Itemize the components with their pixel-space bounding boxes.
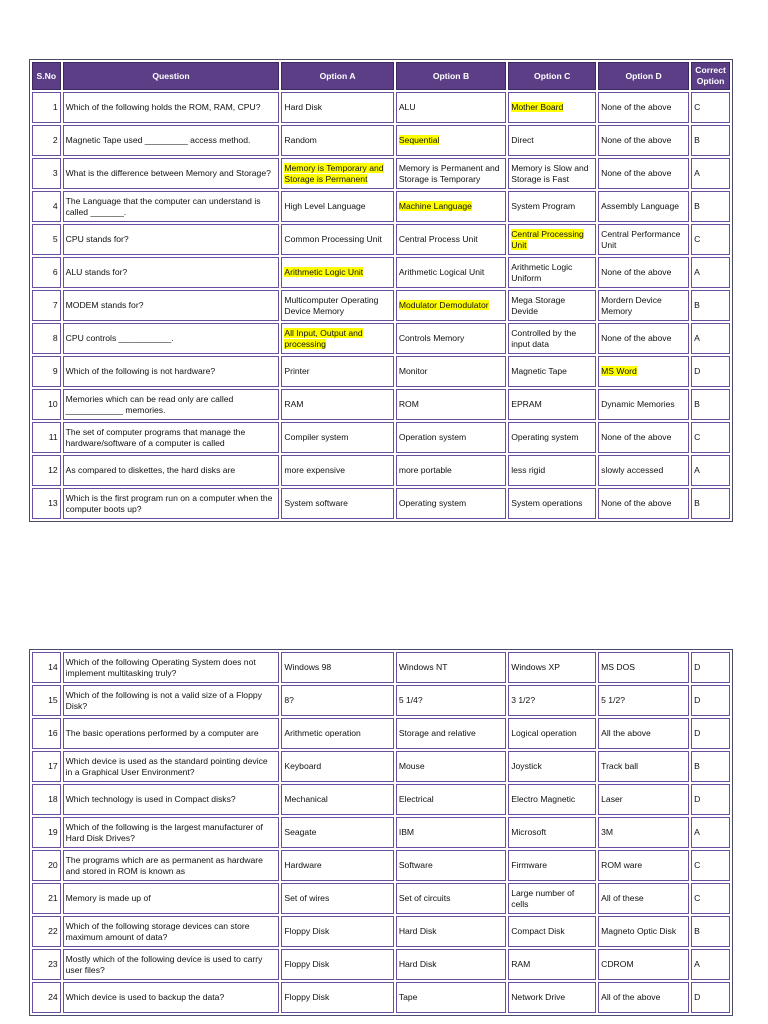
- option-a-cell: High Level Language: [281, 191, 393, 222]
- correct-option-cell: A: [691, 158, 730, 189]
- option-c-cell: [508, 92, 596, 123]
- option-a-cell: RAM: [281, 389, 393, 420]
- table-row: [32, 916, 730, 947]
- table-row: [32, 158, 730, 189]
- correct-option-cell: C: [691, 850, 730, 881]
- option-c-cell: System operations: [508, 488, 596, 519]
- option-b-cell: Central Process Unit: [396, 224, 506, 255]
- row-number: 11: [32, 422, 61, 453]
- row-number: 7: [32, 290, 61, 321]
- option-d-cell: 3M: [598, 817, 689, 848]
- option-b-cell: ROM: [396, 389, 506, 420]
- option-a-cell: Hard Disk: [281, 92, 393, 123]
- option-b-cell: Mouse: [396, 751, 506, 782]
- option-a-cell: Multicomputer Operating Device Memory: [281, 290, 393, 321]
- row-number: 17: [32, 751, 61, 782]
- table-row: [32, 685, 730, 716]
- option-b-cell: Monitor: [396, 356, 506, 387]
- option-d-cell: None of the above: [598, 422, 689, 453]
- table-row: [32, 356, 730, 387]
- row-number: 1: [32, 92, 61, 123]
- option-d-cell: All the above: [598, 718, 689, 749]
- option-a-cell: Hardware: [281, 850, 393, 881]
- question-cell: CPU stands for?: [63, 224, 280, 255]
- question-cell: As compared to diskettes, the hard disks are: [63, 455, 280, 486]
- option-c-cell: Firmware: [508, 850, 596, 881]
- option-c-cell: less rigid: [508, 455, 596, 486]
- option-b-cell: 5 1/4?: [396, 685, 506, 716]
- option-b-cell: IBM: [396, 817, 506, 848]
- correct-option-cell: A: [691, 949, 730, 980]
- header-correct-option: Correct Option: [691, 62, 730, 90]
- question-cell: Which technology is used in Compact disks?: [63, 784, 280, 815]
- row-number: 9: [32, 356, 61, 387]
- row-number: 2: [32, 125, 61, 156]
- option-c-cell: Logical operation: [508, 718, 596, 749]
- option-a-cell: [281, 323, 393, 354]
- correct-option-cell: D: [691, 718, 730, 749]
- correct-option-cell: B: [691, 191, 730, 222]
- row-number: 6: [32, 257, 61, 288]
- option-d-cell: Central Performance Unit: [598, 224, 689, 255]
- table-row: [32, 290, 730, 321]
- option-d-cell: None of the above: [598, 488, 689, 519]
- option-c-cell: Memory is Slow and Storage is Fast: [508, 158, 596, 189]
- option-b-cell: [396, 290, 506, 321]
- row-number: 4: [32, 191, 61, 222]
- option-c-cell: Arithmetic Logic Uniform: [508, 257, 596, 288]
- correct-answer-highlight: MS Word: [601, 366, 637, 377]
- option-d-cell: CDROM: [598, 949, 689, 980]
- option-b-cell: [396, 191, 506, 222]
- option-c-cell: RAM: [508, 949, 596, 980]
- correct-option-cell: A: [691, 455, 730, 486]
- question-cell: Which of the following is not hardware?: [63, 356, 280, 387]
- option-d-cell: None of the above: [598, 92, 689, 123]
- option-a-cell: Printer: [281, 356, 393, 387]
- option-b-cell: Electrical: [396, 784, 506, 815]
- question-cell: Which device is used as the standard pointing device in a Graphical User Environment?: [63, 751, 280, 782]
- question-cell: MODEM stands for?: [63, 290, 280, 321]
- correct-option-cell: A: [691, 323, 730, 354]
- option-d-cell: All of the above: [598, 982, 689, 1013]
- header-sno: S.No: [32, 62, 61, 90]
- row-number: 23: [32, 949, 61, 980]
- table-row: [32, 718, 730, 749]
- table-row: [32, 652, 730, 683]
- option-a-cell: more expensive: [281, 455, 393, 486]
- header-option-b: Option B: [396, 62, 506, 90]
- row-number: 14: [32, 652, 61, 683]
- table-row: [32, 784, 730, 815]
- correct-option-cell: D: [691, 356, 730, 387]
- question-cell: Which of the following is not a valid size of a Floppy Disk?: [63, 685, 280, 716]
- correct-answer-highlight: All Input, Output and processing: [284, 327, 363, 349]
- question-cell: What is the difference between Memory and Storage?: [63, 158, 280, 189]
- option-d-cell: MS DOS: [598, 652, 689, 683]
- option-a-cell: Keyboard: [281, 751, 393, 782]
- question-cell: The basic operations performed by a computer are: [63, 718, 280, 749]
- option-c-cell: Network Drive: [508, 982, 596, 1013]
- table-row: [32, 224, 730, 255]
- option-d-cell: Track ball: [598, 751, 689, 782]
- table-row: [32, 323, 730, 354]
- option-c-cell: Compact Disk: [508, 916, 596, 947]
- option-b-cell: ALU: [396, 92, 506, 123]
- question-cell: Which is the first program run on a computer when the computer boots up?: [63, 488, 280, 519]
- question-cell: The Language that the computer can understand is called _______.: [63, 191, 280, 222]
- option-c-cell: Magnetic Tape: [508, 356, 596, 387]
- correct-option-cell: D: [691, 652, 730, 683]
- header-option-c: Option C: [508, 62, 596, 90]
- correct-option-cell: B: [691, 389, 730, 420]
- option-a-cell: Set of wires: [281, 883, 393, 914]
- correct-option-cell: C: [691, 422, 730, 453]
- option-d-cell: Laser: [598, 784, 689, 815]
- option-a-cell: [281, 158, 393, 189]
- option-c-cell: Microsoft: [508, 817, 596, 848]
- option-a-cell: [281, 257, 393, 288]
- question-cell: Memory is made up of: [63, 883, 280, 914]
- question-cell: Which of the following is the largest manufacturer of Hard Disk Drives?: [63, 817, 280, 848]
- table-row: [32, 817, 730, 848]
- option-b-cell: Memory is Permanent and Storage is Temporary: [396, 158, 506, 189]
- option-d-cell: 5 1/2?: [598, 685, 689, 716]
- table-row: [32, 455, 730, 486]
- option-a-cell: System software: [281, 488, 393, 519]
- correct-option-cell: C: [691, 224, 730, 255]
- option-c-cell: Joystick: [508, 751, 596, 782]
- option-d-cell: slowly accessed: [598, 455, 689, 486]
- table-header-row: [32, 62, 730, 90]
- correct-answer-highlight: Arithmetic Logic Unit: [284, 267, 364, 278]
- table-row: [32, 125, 730, 156]
- option-d-cell: [598, 356, 689, 387]
- table-row: [32, 751, 730, 782]
- option-c-cell: Operating system: [508, 422, 596, 453]
- table-row: [32, 982, 730, 1013]
- correct-answer-highlight: Modulator Demodulator: [398, 300, 489, 311]
- option-a-cell: Compiler system: [281, 422, 393, 453]
- option-a-cell: Arithmetic operation: [281, 718, 393, 749]
- question-cell: ALU stands for?: [63, 257, 280, 288]
- option-b-cell: [396, 125, 506, 156]
- question-cell: Which of the following Operating System does not implement multitasking truly?: [63, 652, 280, 683]
- option-b-cell: Set of circuits: [396, 883, 506, 914]
- option-d-cell: Mordern Device Memory: [598, 290, 689, 321]
- option-a-cell: Floppy Disk: [281, 949, 393, 980]
- row-number: 12: [32, 455, 61, 486]
- header-option-d: Option D: [598, 62, 689, 90]
- option-b-cell: Hard Disk: [396, 916, 506, 947]
- correct-option-cell: D: [691, 685, 730, 716]
- row-number: 19: [32, 817, 61, 848]
- option-d-cell: Magneto Optic Disk: [598, 916, 689, 947]
- option-c-cell: 3 1/2?: [508, 685, 596, 716]
- question-cell: Magnetic Tape used _________ access method.: [63, 125, 280, 156]
- option-d-cell: Assembly Language: [598, 191, 689, 222]
- table-row: [32, 257, 730, 288]
- correct-answer-highlight: Sequential: [398, 135, 440, 146]
- row-number: 13: [32, 488, 61, 519]
- option-b-cell: Hard Disk: [396, 949, 506, 980]
- correct-answer-highlight: Central Processing Unit: [511, 228, 584, 250]
- option-d-cell: None of the above: [598, 257, 689, 288]
- option-a-cell: Floppy Disk: [281, 916, 393, 947]
- option-d-cell: All of these: [598, 883, 689, 914]
- option-b-cell: Operation system: [396, 422, 506, 453]
- correct-option-cell: A: [691, 257, 730, 288]
- correct-option-cell: B: [691, 125, 730, 156]
- row-number: 16: [32, 718, 61, 749]
- correct-option-cell: B: [691, 916, 730, 947]
- option-d-cell: None of the above: [598, 125, 689, 156]
- option-a-cell: Mechanical: [281, 784, 393, 815]
- question-cell: The set of computer programs that manage the hardware/software of a computer is called: [63, 422, 280, 453]
- correct-option-cell: C: [691, 883, 730, 914]
- option-c-cell: Mega Storage Devide: [508, 290, 596, 321]
- option-b-cell: Software: [396, 850, 506, 881]
- option-b-cell: Controls Memory: [396, 323, 506, 354]
- option-b-cell: Storage and relative: [396, 718, 506, 749]
- table-row: [32, 389, 730, 420]
- option-c-cell: Electro Magnetic: [508, 784, 596, 815]
- option-a-cell: 8?: [281, 685, 393, 716]
- table-row: [32, 949, 730, 980]
- header-question: Question: [63, 62, 280, 90]
- option-c-cell: System Program: [508, 191, 596, 222]
- option-b-cell: Operating system: [396, 488, 506, 519]
- option-a-cell: Seagate: [281, 817, 393, 848]
- table-row: [32, 191, 730, 222]
- table-row: [32, 92, 730, 123]
- option-b-cell: Tape: [396, 982, 506, 1013]
- option-c-cell: Windows XP: [508, 652, 596, 683]
- option-b-cell: Windows NT: [396, 652, 506, 683]
- row-number: 20: [32, 850, 61, 881]
- option-b-cell: more portable: [396, 455, 506, 486]
- option-a-cell: Common Processing Unit: [281, 224, 393, 255]
- option-d-cell: Dynamic Memories: [598, 389, 689, 420]
- question-cell: CPU controls ___________.: [63, 323, 280, 354]
- option-d-cell: None of the above: [598, 323, 689, 354]
- option-b-cell: Arithmetic Logical Unit: [396, 257, 506, 288]
- question-cell: The programs which are as permanent as hardware and stored in ROM is known as: [63, 850, 280, 881]
- option-c-cell: Direct: [508, 125, 596, 156]
- row-number: 18: [32, 784, 61, 815]
- row-number: 21: [32, 883, 61, 914]
- option-c-cell: [508, 224, 596, 255]
- option-c-cell: Controlled by the input data: [508, 323, 596, 354]
- quiz-table-1: [29, 59, 733, 522]
- row-number: 3: [32, 158, 61, 189]
- correct-option-cell: B: [691, 290, 730, 321]
- question-cell: Which device is used to backup the data?: [63, 982, 280, 1013]
- table-row: [32, 850, 730, 881]
- correct-answer-highlight: Machine Language: [398, 201, 472, 212]
- row-number: 5: [32, 224, 61, 255]
- row-number: 24: [32, 982, 61, 1013]
- correct-option-cell: B: [691, 751, 730, 782]
- table-row: [32, 422, 730, 453]
- question-cell: Mostly which of the following device is used to carry user files?: [63, 949, 280, 980]
- correct-option-cell: B: [691, 488, 730, 519]
- correct-answer-highlight: Memory is Temporary and Storage is Permanent: [284, 162, 384, 184]
- question-cell: Memories which can be read only are called ____________ memories.: [63, 389, 280, 420]
- header-option-a: Option A: [281, 62, 393, 90]
- table-row: [32, 488, 730, 519]
- option-d-cell: ROM ware: [598, 850, 689, 881]
- quiz-table-2: [29, 649, 733, 1016]
- row-number: 22: [32, 916, 61, 947]
- option-c-cell: EPRAM: [508, 389, 596, 420]
- row-number: 8: [32, 323, 61, 354]
- option-a-cell: Windows 98: [281, 652, 393, 683]
- table-row: [32, 883, 730, 914]
- row-number: 15: [32, 685, 61, 716]
- row-number: 10: [32, 389, 61, 420]
- option-d-cell: None of the above: [598, 158, 689, 189]
- option-c-cell: Large number of cells: [508, 883, 596, 914]
- question-cell: Which of the following holds the ROM, RAM, CPU?: [63, 92, 280, 123]
- correct-answer-highlight: Mother Board: [511, 102, 564, 113]
- question-cell: Which of the following storage devices can store maximum amount of data?: [63, 916, 280, 947]
- option-a-cell: Random: [281, 125, 393, 156]
- correct-option-cell: C: [691, 92, 730, 123]
- option-a-cell: Floppy Disk: [281, 982, 393, 1013]
- correct-option-cell: A: [691, 817, 730, 848]
- correct-option-cell: D: [691, 982, 730, 1013]
- correct-option-cell: D: [691, 784, 730, 815]
